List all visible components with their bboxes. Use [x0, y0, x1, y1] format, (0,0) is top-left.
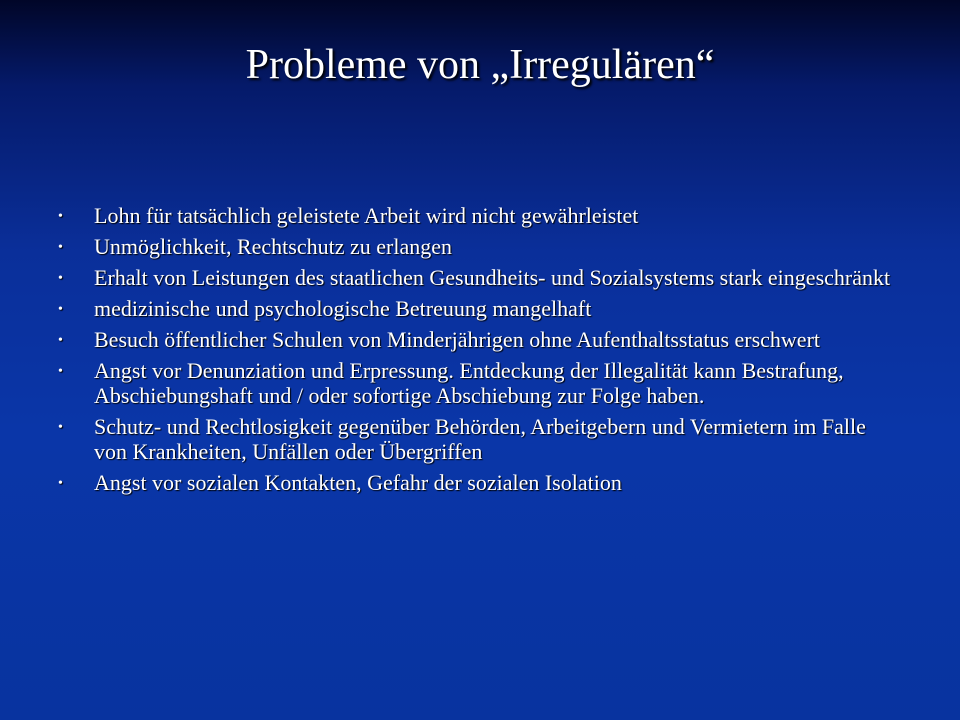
- bullet-dot-icon: •: [58, 364, 63, 379]
- bullet-text: Angst vor Denunziation und Erpressung. Entdeckung der Illegalität kann Bestrafung, Abschiebungshaft und / oder sofortige Abschiebung zur Folge haben.: [94, 358, 844, 408]
- bullet-item: [56, 265, 896, 290]
- bullet-text: Schutz- und Rechtlosigkeit gegenüber Behörden, Arbeitgebern und Vermietern im Falle von Krankheiten, Unfällen oder Übergriffen: [94, 414, 866, 464]
- bullet-list: [56, 203, 896, 501]
- bullet-item: [56, 327, 896, 352]
- bullet-text: Besuch öffentlicher Schulen von Minderjährigen ohne Aufenthaltsstatus erschwert: [94, 327, 821, 352]
- bullet-dot-icon: •: [58, 240, 63, 255]
- bullet-dot-icon: •: [58, 476, 63, 491]
- bullet-dot-icon: •: [58, 420, 63, 435]
- bullet-item: [56, 234, 896, 259]
- bullet-text: Angst vor sozialen Kontakten, Gefahr der sozialen Isolation: [94, 470, 622, 495]
- bullet-dot-icon: •: [58, 209, 63, 224]
- bullet-dot-icon: •: [58, 333, 63, 348]
- bullet-item: [56, 296, 896, 321]
- bullet-text: Erhalt von Leistungen des staatlichen Gesundheits- und Sozialsystems stark eingeschränkt: [94, 265, 891, 290]
- bullet-text: medizinische und psychologische Betreuung mangelhaft: [94, 296, 592, 321]
- bullet-item: [56, 358, 896, 408]
- bullet-dot-icon: •: [58, 271, 63, 286]
- bullet-dot-icon: •: [58, 302, 63, 317]
- bullet-item: [56, 470, 896, 495]
- bullet-item: [56, 203, 896, 228]
- bullet-text: Unmöglichkeit, Rechtschutz zu erlangen: [94, 234, 452, 259]
- slide-title: Probleme von „Irregulären“: [245, 42, 715, 88]
- bullet-item: [56, 414, 896, 464]
- bullet-text: Lohn für tatsächlich geleistete Arbeit wird nicht gewährleistet: [94, 203, 639, 228]
